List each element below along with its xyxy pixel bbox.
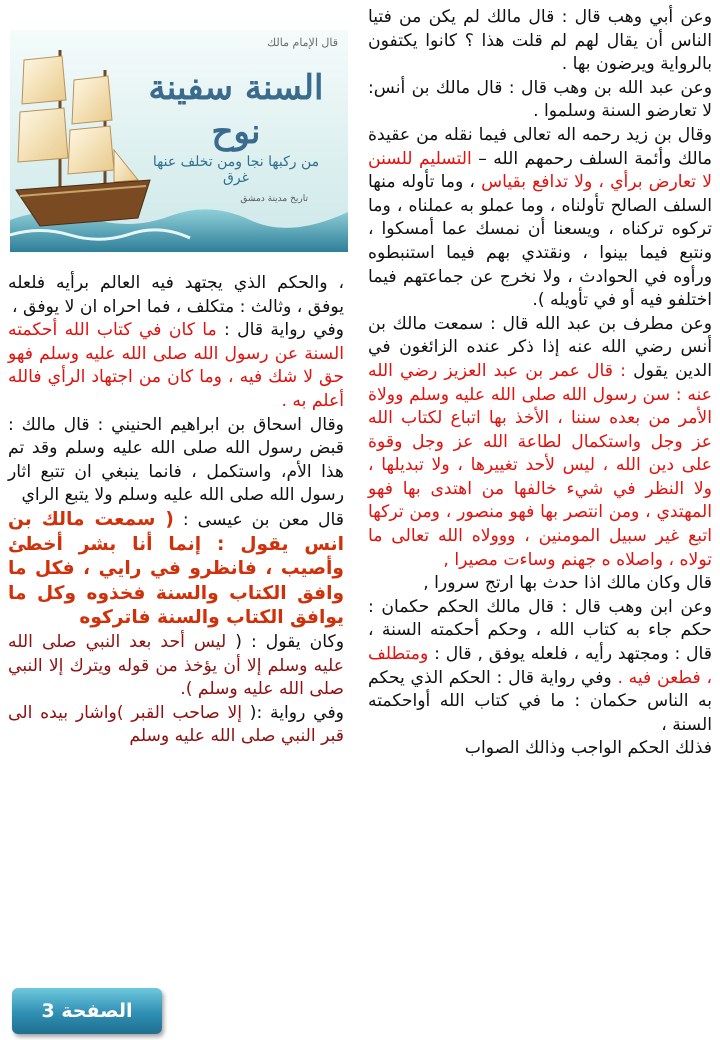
paragraph <box>368 596 712 738</box>
bold-quote-text: ( سمعت مالك بن انس يقول : إنما أنا بشر أخطئ وأصيب ، فانظرو في رايي ، فكل ما وافق الكتاب والسنة فخذوه وكل ما يوافق الكتاب والسنة فاتركوه <box>8 508 344 629</box>
paragraph-text: وفي رواية قال : الحكم الذي يحكم به الناس حكمان : ما في كتاب الله أواحكمته السنة ، <box>368 667 712 735</box>
paragraph <box>368 6 712 77</box>
banner-top-caption: قال الإمام مالك <box>267 36 338 49</box>
paragraph <box>8 508 344 631</box>
paragraph-text: وعن عبد الله بن وهب قال : قال مالك بن أنس: لا تعارضو السنة وسلموا . <box>368 77 712 122</box>
paragraph <box>8 631 344 702</box>
banner-small-caption: تاريخ مدينة دمشق <box>240 194 308 204</box>
highlight-text: : قال عمر بن عبد العزيز رضي الله عنه : <box>368 360 712 405</box>
paragraph-text: وفي رواية :( <box>242 702 344 723</box>
paragraph-text: ، والحكم الذي يجتهد فيه العالم برأيه فلعله يوفق ، وثالث : متكلف ، فما احراه ان لا يوفق ، <box>8 273 344 317</box>
paragraph-text: وعن أبي وهب قال : قال مالك لم يكن من فتيا الناس أن يقال لهم لم قلت هذا ؟ كانوا يكتفون بالرواية ويرضون بها . <box>368 7 712 75</box>
paragraph-text: ، وما تأوله منها السلف الصالح تأولناه ، وما عملو به عملناه ، وما تركوه تركناه ، ويسعنا أن نمسك عما أمسكوا ، ونتبع فيما بينوا ، ونقتدي بهم فيما استنبطوه ورأوه في الحوادث ، ولا نخرج عن جماعتهم فيما اختلفو فيه أو في تأويله ). <box>368 172 712 311</box>
banner-image <box>10 30 348 252</box>
banner-subtitle: من ركبها نجا ومن تخلف عنها غرق <box>152 154 320 186</box>
paragraph-text: وعن ابن وهب قال : قال مالك الحكم حكمان : حكم جاء به كتاب الله ، وحكم أحكمته السنة ، قال : ومجتهد رأيه ، فلعله يوفق , قال : <box>368 596 712 665</box>
page-number-badge <box>12 988 162 1034</box>
paragraph-text: وقال اسحاق بن ابراهيم الحنيني : قال مالك : قبض رسول الله صلى الله عليه وسلم وقد تم هذا الأم، واستكمل ، فانما ينبغي ان تتبع اثار رسول الله صلى الله عليه وسلم ولا يتبع الراي <box>8 414 344 506</box>
paragraph <box>368 124 712 313</box>
paragraph-text: وكان يقول : ( <box>226 631 344 652</box>
highlight-text: ليس أحد بعد النبي صلى الله عليه وسلم إلا أن يؤخذ من قوله ويترك إلا النبي صلى الله عليه وسلم ). <box>8 631 344 700</box>
paragraph <box>8 272 344 319</box>
paragraph-text: قال وكان مالك اذا حدث بها ارتج سرورا , <box>423 573 712 594</box>
paragraph <box>8 414 344 508</box>
paragraph-text: قال معن بن عيسى : <box>173 509 344 530</box>
highlight-text: ما كان في كتاب الله أحكمته السنة عن رسول الله صلى الله عليه وسلم فهو حق لا شك فيه ، وما كان من اجتهاد الرأي فالله أعلم به . <box>8 320 344 411</box>
left-column <box>8 272 344 749</box>
paragraph-text: فذلك الحكم الواجب وذالك الصواب <box>464 738 712 759</box>
highlight-text: إلا صاحب القبر )واشار بيده الى قبر النبي صلى الله عليه وسلم <box>8 702 344 747</box>
paragraph <box>8 702 344 749</box>
highlight-text: ومتطلف ، فطعن فيه . <box>368 644 712 688</box>
paragraph <box>8 319 344 413</box>
right-column <box>368 6 712 761</box>
paragraph-text: وعن مطرف بن عبد الله قال : سمعت مالك بن أنس رضي الله عنه إذا ذكر عنده الزائغون في الدين يقول <box>368 313 712 381</box>
paragraph <box>368 572 712 596</box>
page-number-label: الصفحة 3 <box>41 1000 133 1022</box>
paragraph <box>368 77 712 124</box>
highlight-text: سن رسول الله صلى الله عليه وسلم وولاة الأمر من بعده سننا ، الأخذ بها اتباع لكتاب الله عز وجل واستكمال لطاعة الله عز وجل وقوة على دين الله ، ليس لأحد تغييرها ، ولا تبديلها ، ولا النظر في شيء خالفها من اهتدى بها فهو المهتدي ، ومن انتصر بها فهو منصور ، ومن تركها اتبع غير سبيل المومنين ، ووولاه الله تعالى ما تولاه ، واصلاه ه جهنم وساءت مصيرا , <box>368 384 712 570</box>
paragraph <box>368 737 712 761</box>
banner-title: السنة سفينة نوح <box>148 68 324 152</box>
paragraph-text: وقال بن زيد رحمه اله تعالى فيما نقله من عقيدة مالك وأئمة السلف رحمهم الله – <box>368 124 713 169</box>
paragraph-text: وفي رواية قال : <box>216 320 344 341</box>
paragraph <box>368 313 712 573</box>
highlight-text: التسليم للسنن لا تعارض برأي ، ولا تدافع بقياس <box>368 148 713 193</box>
